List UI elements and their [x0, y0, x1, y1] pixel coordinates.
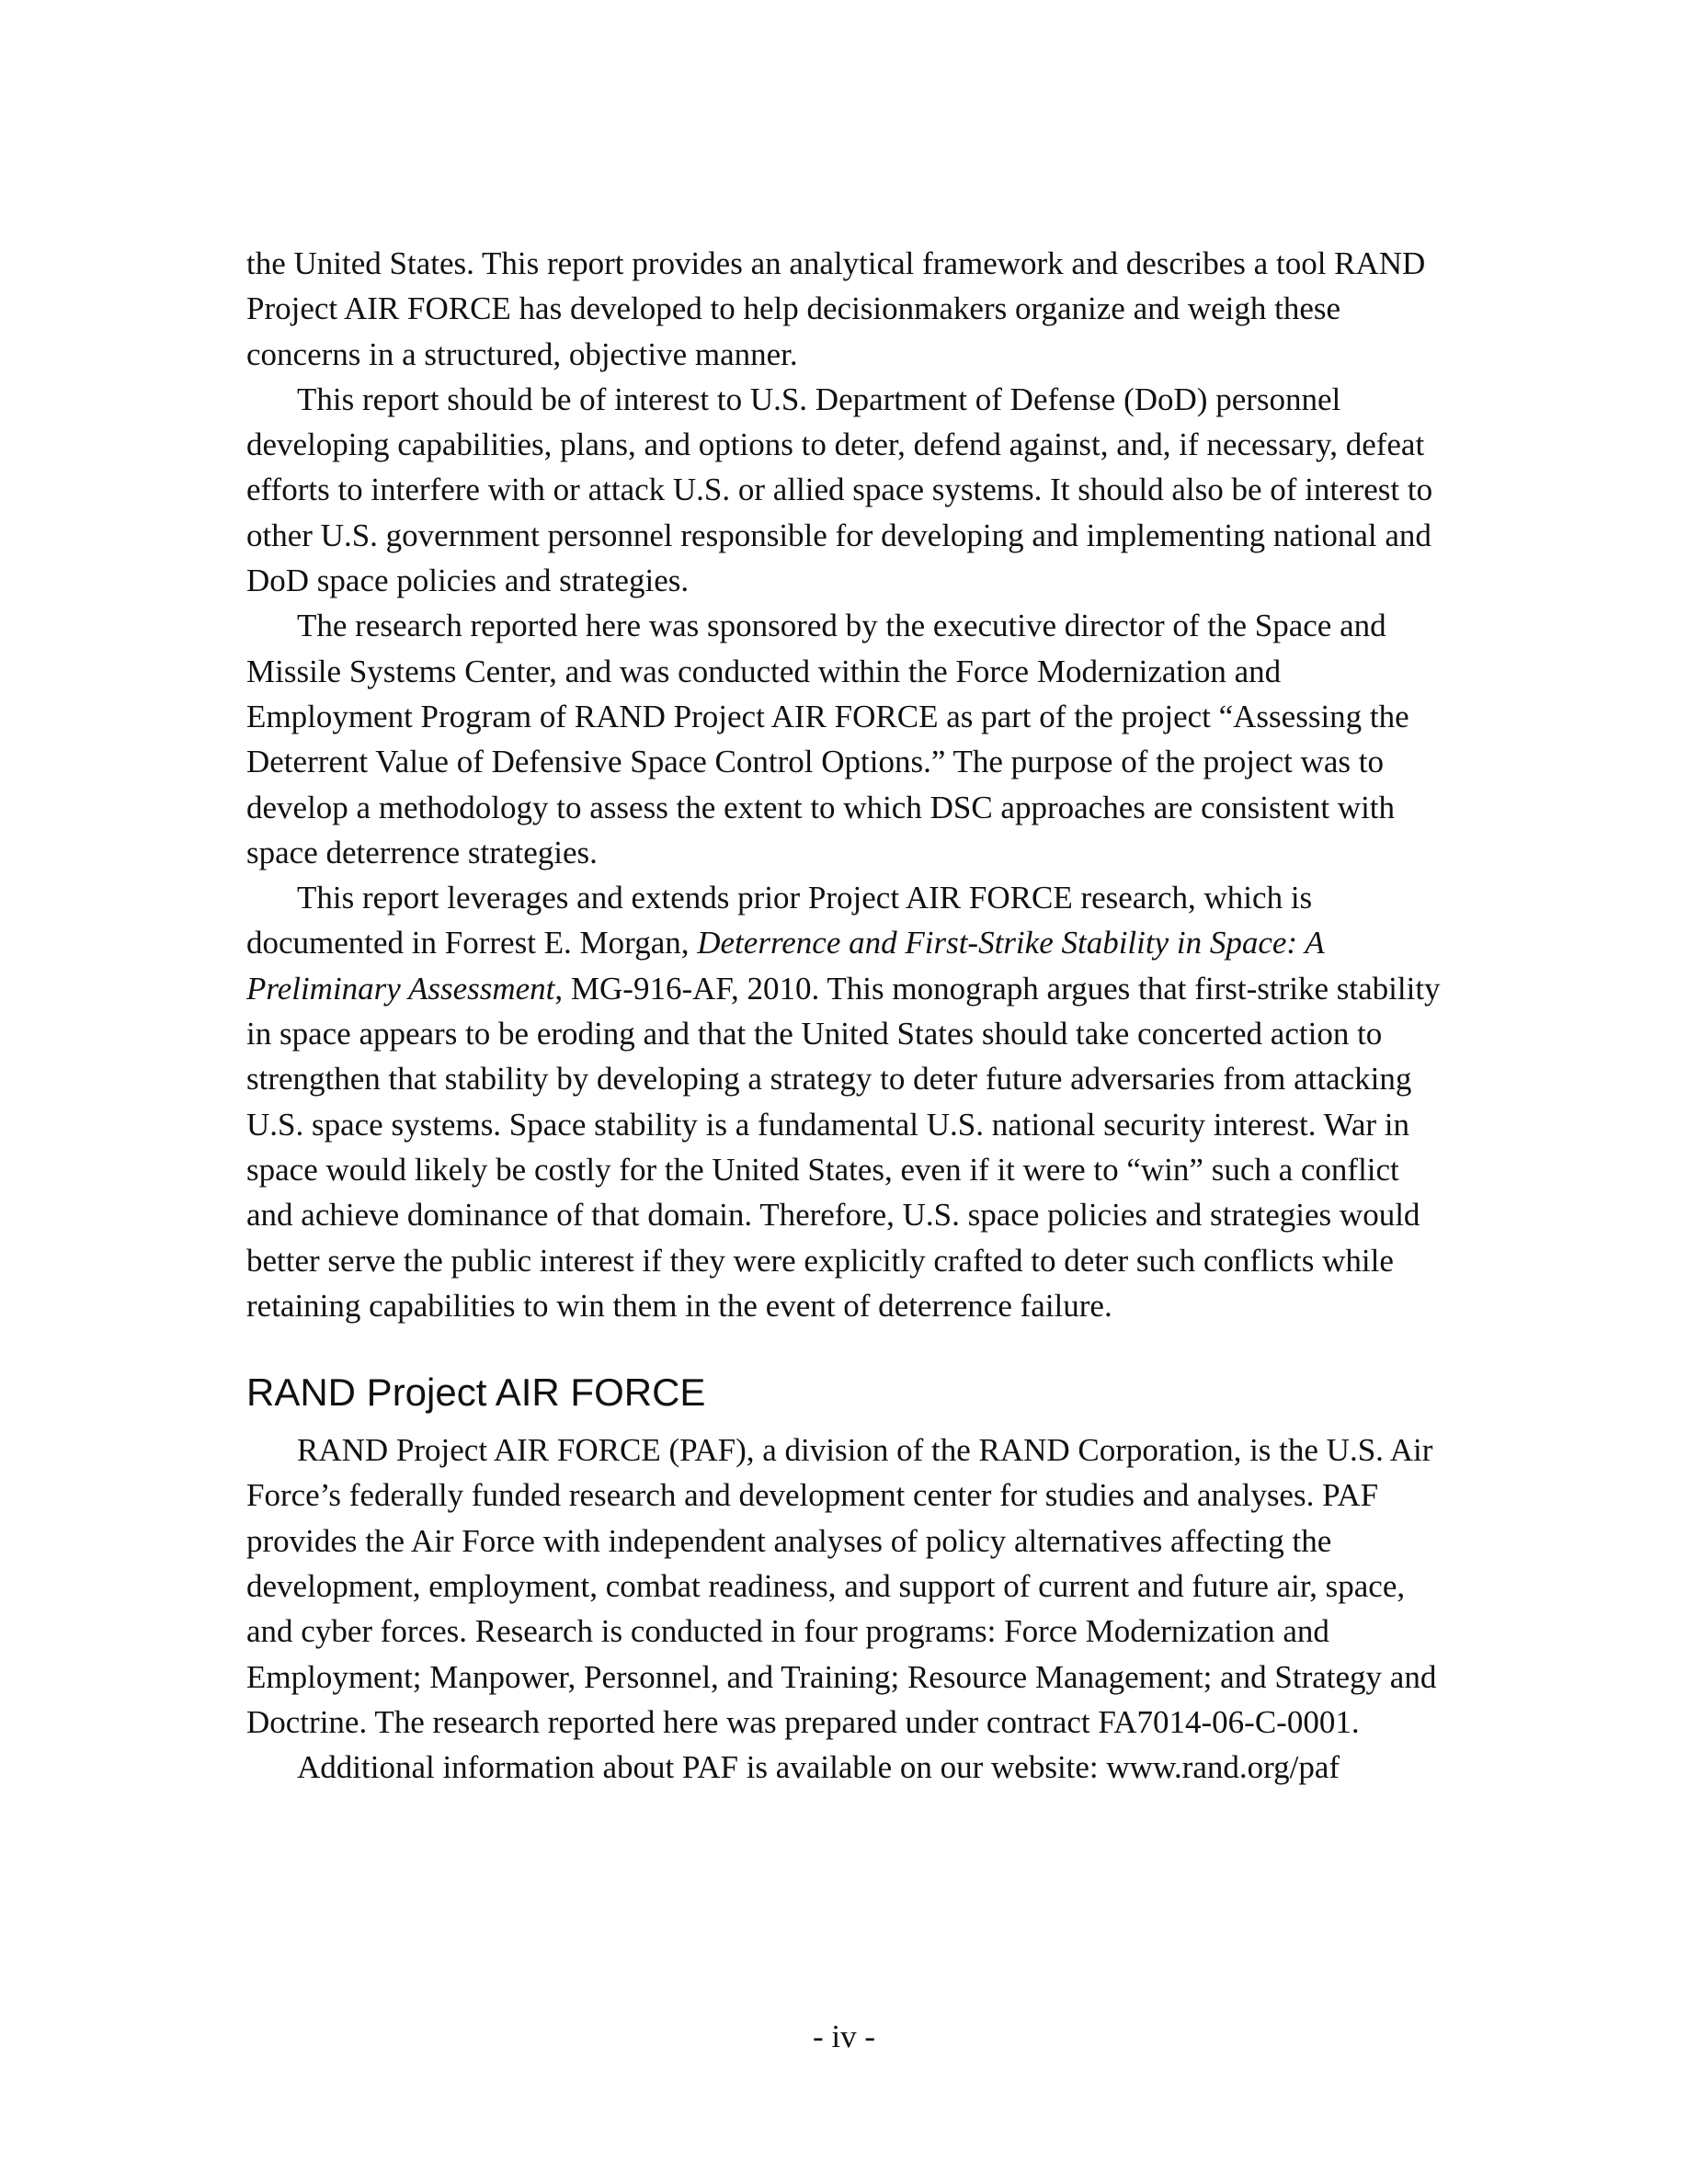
paragraph-prior-research	[246, 875, 1442, 1328]
paragraph-audience: This report should be of interest to U.S. Department of Defense (DoD) personnel developing capabilities, plans, and options to deter, defend against, and, if necessary, defeat efforts to interfere with or attack U.S. or allied space systems. It should also be of interest to other U.S. government personnel responsible for developing and implementing national and DoD space policies and strategies.	[246, 381, 1433, 599]
paragraph-paf-website: Additional information about PAF is available on our website: www.rand.org/paf	[297, 1749, 1340, 1786]
paragraph-paf-description: RAND Project AIR FORCE (PAF), a division of the RAND Corporation, is the U.S. Air Force’s federally funded research and development center for studies and analyses. PAF provides the Air Force with independent analyses of policy alternatives affecting the development, employment, combat readiness, and support of current and future air, space, and cyber forces. Research is conducted in four programs: Force Modernization and Employment; Manpower, Personnel, and Training; Resource Management; and Strategy and Doctrine. The research reported here was prepared under contract FA7014-06-C-0001.	[246, 1432, 1437, 1740]
page-content	[246, 241, 1442, 1791]
section-heading-paf: RAND Project AIR FORCE	[246, 1371, 706, 1415]
paragraph-continuation: the United States. This report provides an analytical framework and describes a tool RAND Project AIR FORCE has developed to help decisionmakers organize and weigh these concerns in a structured, objective manner.	[246, 245, 1426, 372]
paragraph-sponsorship: The research reported here was sponsored by the executive director of the Space and Missile Systems Center, and was conducted within the Force Modernization and Employment Program of RAND Project AIR FORCE as part of the project “Assessing the Deterrent Value of Defensive Space Control Options.” The purpose of the project was to develop a methodology to assess the extent to which DSC approaches are consistent with space deterrence strategies.	[246, 608, 1409, 870]
prior-research-text-end: , MG-916-AF, 2010. This monograph argues that first-strike stability in space appears to be eroding and that the United States should take concerted action to strengthen that stability by developing a strategy to deter future adversaries from attacking U.S. space systems. Space stability is a fundamental U.S. national security interest. War in space would likely be costly for the United States, even if it were to “win” such a conflict and achieve dominance of that domain. Therefore, U.S. space policies and strategies would better serve the public interest if they were explicitly crafted to deter such conflicts while retaining capabilities to win them in the event of deterrence failure.	[246, 970, 1441, 1324]
page-number: - iv -	[812, 2019, 876, 2054]
prior-research-text-start: This report leverages and extends prior Project AIR FORCE research, which is documented in Forrest E. Morgan,	[246, 880, 1313, 961]
cited-title: Deterrence and First-Strike Stability in Space: A Preliminary Assessment	[246, 925, 1324, 1007]
